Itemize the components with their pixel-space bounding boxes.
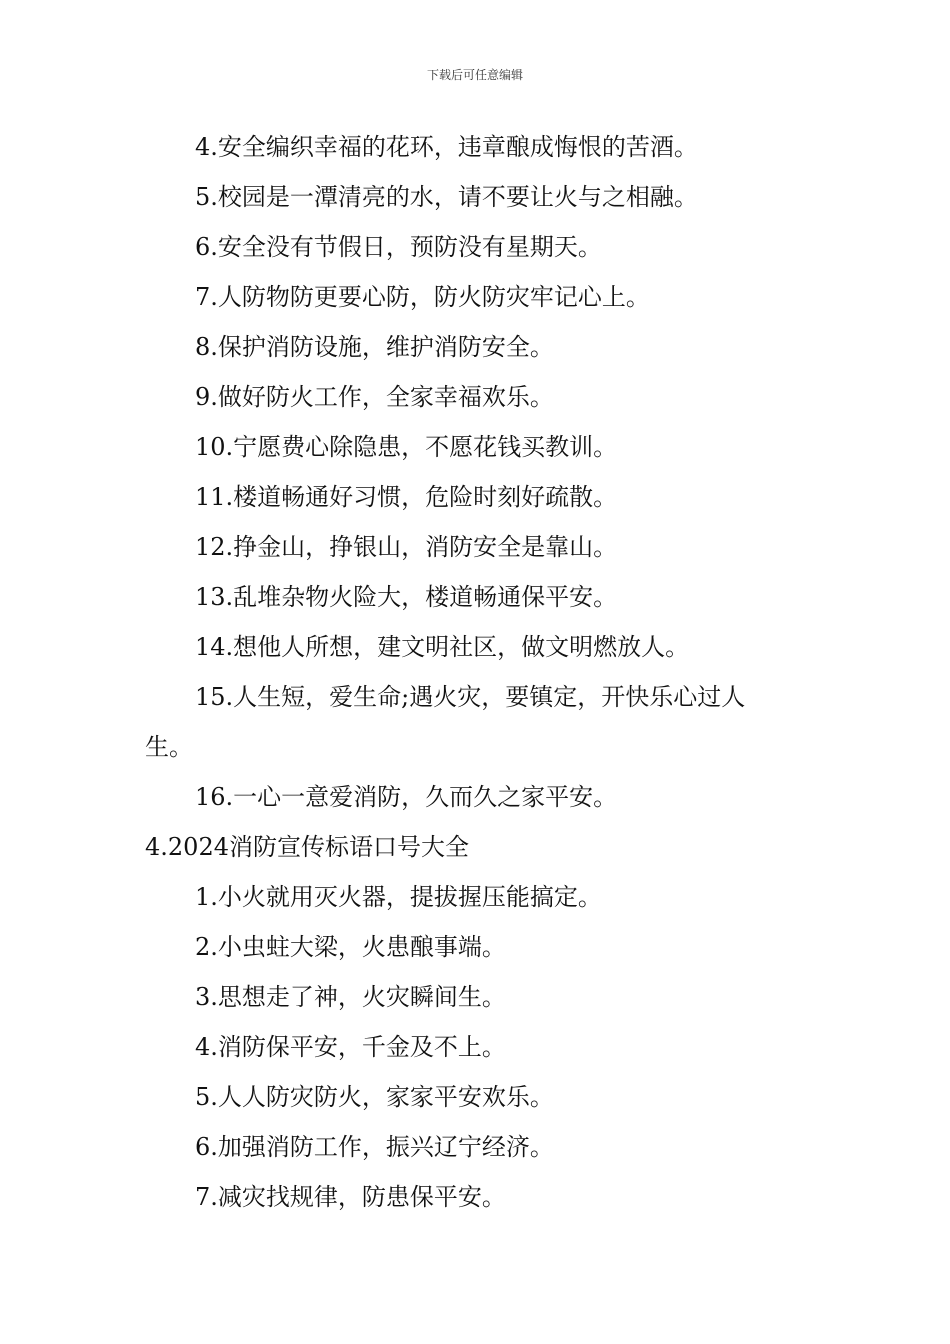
slogan-item: 11.楼道畅通好习惯，危险时刻好疏散。 bbox=[195, 483, 618, 511]
slogan-item: 7.减灾找规律，防患保平安。 bbox=[195, 1183, 506, 1211]
slogan-item: 13.乱堆杂物火险大，楼道畅通保平安。 bbox=[195, 583, 618, 611]
section-heading: 4.2024消防宣传标语口号大全 bbox=[145, 833, 469, 861]
slogan-item: 16.一心一意爱消防，久而久之家平安。 bbox=[195, 783, 618, 811]
slogan-item: 4.消防保平安，千金及不上。 bbox=[195, 1033, 506, 1061]
slogan-item: 14.想他人所想，建文明社区，做文明燃放人。 bbox=[195, 633, 690, 661]
slogan-item: 6.加强消防工作，振兴辽宁经济。 bbox=[195, 1133, 554, 1161]
slogan-item: 7.人防物防更要心防，防火防灾牢记心上。 bbox=[195, 283, 650, 311]
slogan-item: 1.小火就用灭火器，提拔握压能搞定。 bbox=[195, 883, 602, 911]
page-header-note: 下载后可任意编辑 bbox=[426, 68, 523, 82]
slogan-item: 9.做好防火工作，全家幸福欢乐。 bbox=[195, 383, 554, 411]
slogan-item: 15.人生短，爱生命;遇火灾，要镇定，开快乐心过人 bbox=[195, 683, 746, 711]
slogan-item: 2.小虫蛀大梁，火患酿事端。 bbox=[195, 933, 506, 961]
slogan-item: 5.校园是一潭清亮的水，请不要让火与之相融。 bbox=[195, 183, 698, 211]
slogan-item: 5.人人防灾防火，家家平安欢乐。 bbox=[195, 1083, 554, 1111]
slogan-item: 8.保护消防设施，维护消防安全。 bbox=[195, 333, 554, 361]
slogan-item: 6.安全没有节假日，预防没有星期天。 bbox=[195, 233, 602, 261]
slogan-item-continuation: 生。 bbox=[145, 733, 193, 761]
slogan-item: 12.挣金山，挣银山，消防安全是靠山。 bbox=[195, 533, 618, 561]
slogan-item: 3.思想走了神，火灾瞬间生。 bbox=[195, 983, 506, 1011]
slogan-item: 4.安全编织幸福的花环，违章酿成悔恨的苦酒。 bbox=[195, 133, 698, 161]
slogan-item: 10.宁愿费心除隐患，不愿花钱买教训。 bbox=[195, 433, 618, 461]
